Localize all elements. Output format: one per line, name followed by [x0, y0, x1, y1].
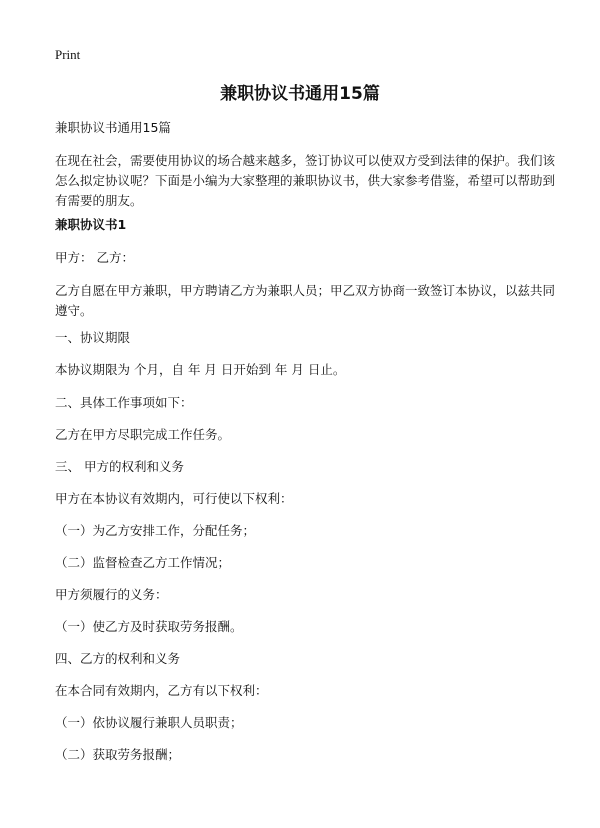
clause4-rights-intro: 在本合同有效期内，乙方有以下权利： [55, 683, 268, 698]
clause2-title: 二、具体工作事项如下： [55, 395, 193, 410]
section-title: 兼职协议书1 [55, 217, 127, 232]
clause3-right1: （一）为乙方安排工作，分配任务； [55, 523, 256, 538]
clause4-title: 四、乙方的权利和义务 [55, 651, 181, 666]
clause2-text: 乙方在甲方尽职完成工作任务。 [55, 427, 231, 442]
clause1-title: 一、协议期限 [55, 330, 131, 345]
preamble-paragraph: 乙方自愿在甲方兼职，甲方聘请乙方为兼职人员；甲乙双方协商一致签订本协议，以兹共同遵守。 [55, 283, 556, 318]
clause3-rights-intro: 甲方在本协议有效期内，可行使以下权利： [55, 491, 293, 506]
clause3-duty1: （一）使乙方及时获取劳务报酬。 [55, 619, 243, 634]
parties-line: 甲方： 乙方： [55, 250, 134, 265]
clause3-duties-intro: 甲方须履行的义务： [55, 587, 168, 602]
clause3-title: 三、 甲方的权利和义务 [55, 459, 184, 474]
document-title: 兼职协议书通用15篇 [220, 84, 380, 104]
document-subtitle: 兼职协议书通用15篇 [55, 120, 171, 135]
clause4-right2: （二）获取劳务报酬； [55, 747, 181, 762]
print-link[interactable]: Print [55, 47, 81, 62]
clause4-right1: （一）依协议履行兼职人员职责； [55, 715, 243, 730]
intro-paragraph: 在现在社会，需要使用协议的场合越来越多，签订协议可以使双方受到法律的保护。我们该怎么拟定协议呢？下面是小编为大家整理的兼职协议书，供大家参考借鉴，希望可以帮助到有需要的朋友。 [55, 153, 556, 208]
clause1-text: 本协议期限为 个月，自 年 月 日开始到 年 月 日止。 [55, 362, 346, 377]
clause3-right2: （二）监督检查乙方工作情况； [55, 555, 231, 570]
